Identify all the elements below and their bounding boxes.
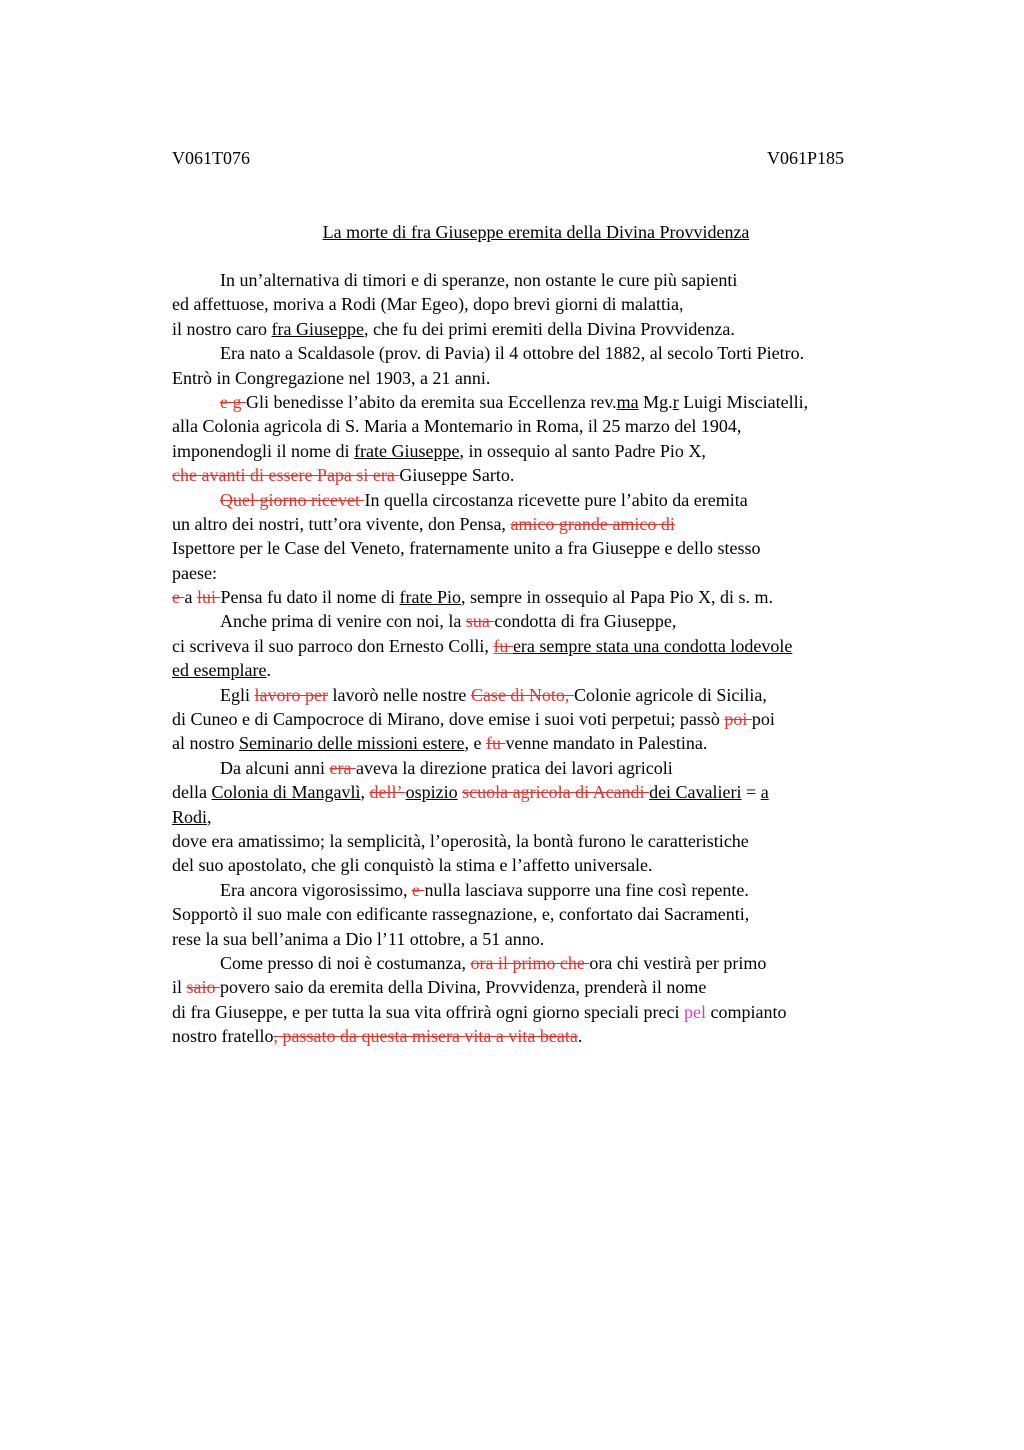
text-segment: Pensa fu dato il nome di <box>220 587 400 608</box>
text-line <box>172 268 932 292</box>
inserted-text: pel <box>684 1001 706 1022</box>
title-text: La morte di fra Giuseppe eremita della Divina Provvidenza <box>322 222 750 242</box>
text-line <box>172 414 932 438</box>
text-segment: Egli <box>220 684 255 705</box>
text-segment: imponendogli il nome di <box>172 440 354 461</box>
document-title <box>0 220 1024 244</box>
underlined-text: frate Giuseppe <box>354 440 460 461</box>
text-line <box>172 317 932 341</box>
text-line <box>172 585 932 609</box>
document-code-left: V061T076 <box>172 148 250 168</box>
text-segment: un altro dei nostri, tutt’ora vivente, don Pensa, <box>172 513 511 534</box>
text-segment: , <box>207 806 212 827</box>
text-segment: il <box>172 977 187 998</box>
text-line <box>172 292 932 316</box>
text-segment: lavorò nelle nostre <box>327 684 471 705</box>
text-line <box>172 536 932 560</box>
underlined-text: a <box>760 782 769 803</box>
text-line <box>172 853 932 877</box>
text-line <box>172 1024 932 1048</box>
underlined-text: Seminario delle missioni estere <box>239 733 465 754</box>
deleted-text: ora il primo che <box>470 952 590 973</box>
deleted-text: Quel giorno ricevet <box>220 489 365 510</box>
text-segment: , in ossequio al santo Padre Pio X, <box>459 440 706 461</box>
text-segment: = <box>741 782 761 803</box>
deleted-text: scuola agricola di Acandi <box>462 782 650 803</box>
text-segment: di Cuneo e di Campocroce di Mirano, dove emise i suoi voti perpetui; passò <box>172 709 725 730</box>
text-line <box>172 609 932 633</box>
deleted-text: amico grande amico di <box>510 513 675 534</box>
underlined-text: ed esemplare <box>172 660 267 681</box>
text-segment: nostro fratello <box>172 1026 274 1047</box>
text-segment: Entrò in Congregazione nel 1903, a 21 anni. <box>172 367 491 388</box>
text-line <box>172 878 932 902</box>
underlined-text: dei Cavalieri <box>649 782 742 803</box>
text-line <box>172 829 932 853</box>
text-line <box>172 463 932 487</box>
document-body <box>172 268 932 1049</box>
text-segment: . <box>266 660 271 681</box>
underlined-text: r <box>672 391 679 412</box>
text-segment: poi <box>751 709 775 730</box>
text-line <box>172 561 932 585</box>
text-segment: Ispettore per le Case del Veneto, fraternamente unito a fra Giuseppe e dello stesso <box>172 538 761 559</box>
deleted-text: , passato da questa misera vita a vita beata <box>273 1026 578 1047</box>
text-line <box>172 951 932 975</box>
text-line <box>172 366 932 390</box>
text-line <box>172 439 932 463</box>
text-line <box>172 707 932 731</box>
text-segment: compianto <box>706 1001 787 1022</box>
deleted-text: poi <box>724 709 752 730</box>
text-segment: Sopportò il suo male con edificante rassegnazione, e, confortato dai Sacramenti, <box>172 904 750 925</box>
text-segment: , <box>360 782 370 803</box>
deleted-text: fu <box>485 733 506 754</box>
text-segment: della <box>172 782 212 803</box>
text-line <box>172 683 932 707</box>
text-line <box>172 341 932 365</box>
text-segment: In un’alternativa di timori e di speranze, non ostante le cure più sapienti <box>220 270 738 290</box>
deleted-text: e <box>411 879 425 900</box>
text-segment: dove era amatissimo; la semplicità, l’operosità, la bontà furono le caratteristiche <box>172 830 749 851</box>
text-segment: povero saio da eremita della Divina, Provvidenza, prenderà il nome <box>220 977 707 998</box>
text-segment: ed affettuose, moriva a Rodi (Mar Egeo), dopo brevi giorni di malattia, <box>172 294 684 315</box>
text-segment: rese la sua bell’anima a Dio l’11 ottobre, a 51 anno. <box>172 928 545 949</box>
text-segment: Luigi Misciatelli, <box>678 391 809 412</box>
text-segment: ora chi vestirà per primo <box>589 952 767 973</box>
text-line <box>172 731 932 755</box>
text-segment: il nostro caro <box>172 318 272 339</box>
text-line <box>172 975 932 999</box>
text-segment: . <box>577 1026 583 1047</box>
underlined-text: Colonia di Mangavlì <box>211 782 361 803</box>
text-segment: , e <box>464 733 486 754</box>
document-code-right: V061P185 <box>766 148 844 168</box>
text-segment: Mg. <box>638 391 673 412</box>
underlined-text: frate Pio <box>399 587 461 608</box>
deleted-text: sua <box>465 611 495 632</box>
underlined-text: ma <box>616 391 639 412</box>
text-line <box>172 756 932 780</box>
text-line <box>172 512 932 536</box>
text-segment: del suo apostolato, che gli conquistò la stima e l’affetto universale. <box>172 855 653 876</box>
deleted-text: era <box>329 757 356 778</box>
text-segment: nulla lasciava supporre una fine così repente. <box>424 879 749 900</box>
text-line <box>172 390 932 414</box>
text-line <box>172 634 932 658</box>
text-segment: Era ancora vigorosissimo, <box>220 879 412 900</box>
underlined-text: fra Giuseppe <box>271 318 364 339</box>
text-segment: venne mandato in Palestina. <box>505 733 708 754</box>
text-line <box>172 927 932 951</box>
text-segment: al nostro <box>172 733 239 754</box>
deleted-text: che avanti di essere Papa si era <box>172 465 400 486</box>
text-line <box>172 805 932 829</box>
text-segment: ci scriveva il suo parroco don Ernesto Colli, <box>172 635 494 656</box>
text-segment: di fra Giuseppe, e per tutta la sua vita offrirà ogni giorno speciali preci <box>172 1001 684 1022</box>
deleted-text: lui <box>197 587 221 608</box>
underlined-text: era sempre stata una condotta lodevole <box>512 635 793 656</box>
text-segment: , sempre in ossequio al Papa Pio X, di s. m. <box>460 587 773 608</box>
text-segment: Colonie agricole di Sicilia, <box>573 684 767 705</box>
text-segment: , che fu dei primi eremiti della Divina Provvidenza. <box>363 318 735 339</box>
text-line <box>172 488 932 512</box>
deleted-text: Case di Noto, <box>470 684 574 705</box>
text-line <box>172 658 932 682</box>
text-segment: Era nato a Scaldasole (prov. di Pavia) il 4 ottobre del 1882, al secolo Torti Pietro. <box>220 343 805 364</box>
underlined-text: ospizio <box>405 782 458 803</box>
text-segment: Come presso di noi è costumanza, <box>220 952 471 973</box>
text-segment: aveva la direzione pratica dei lavori agricoli <box>355 757 673 778</box>
text-segment: condotta di fra Giuseppe, <box>494 611 677 632</box>
text-line <box>172 1000 932 1024</box>
deleted-text: e g <box>220 391 246 412</box>
text-line <box>172 902 932 926</box>
text-segment: Anche prima di venire con noi, la <box>220 611 466 632</box>
text-segment: Giuseppe Sarto. <box>399 465 515 486</box>
text-segment: paese: <box>172 562 217 583</box>
deleted-text: lavoro per <box>254 684 328 705</box>
deleted-text: dell’ <box>369 782 406 803</box>
deleted-text: saio <box>186 977 221 998</box>
text-segment: In quella circostanza ricevette pure l’abito da eremita <box>364 489 748 510</box>
deleted-text: fu <box>493 635 513 656</box>
text-segment: Da alcuni anni <box>220 757 330 778</box>
text-segment: a <box>184 587 197 608</box>
text-segment: alla Colonia agricola di S. Maria a Montemario in Roma, il 25 marzo del 1904, <box>172 416 742 437</box>
underlined-text: Rodi <box>172 806 208 827</box>
text-line <box>172 780 932 804</box>
deleted-text: e <box>172 587 185 608</box>
text-segment: Gli benedisse l’abito da eremita sua Eccellenza rev. <box>246 391 617 412</box>
